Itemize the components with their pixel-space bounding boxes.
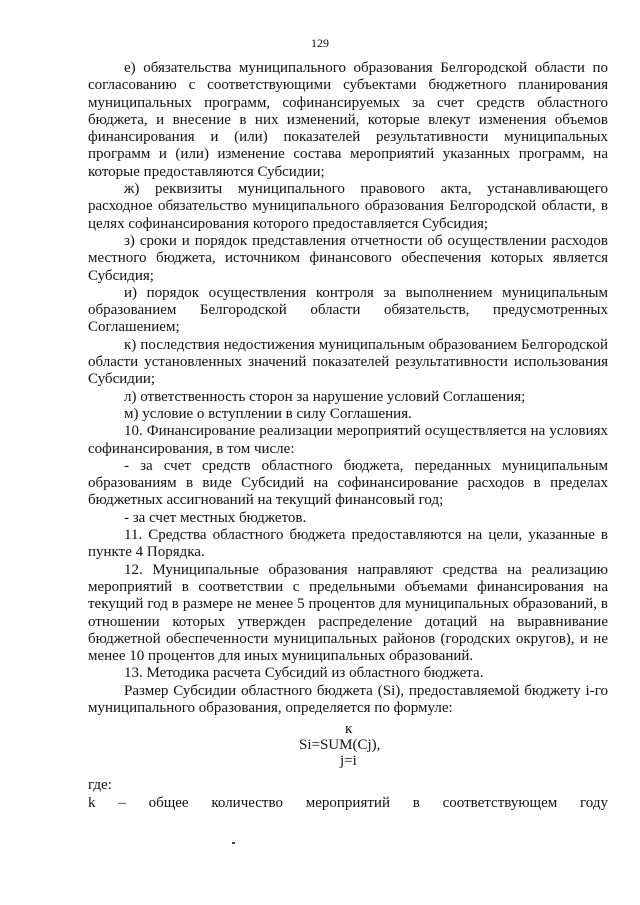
paragraph-10: 10. Финансирование реализации мероприятий осуществляется на условиях софинансирования, в том числе:: [88, 423, 608, 457]
formula-expression: Si=SUM(Cj),: [299, 737, 381, 754]
formula-upper-limit: к: [345, 721, 353, 738]
paragraph-l: л) ответственность сторон за нарушение условий Соглашения;: [124, 388, 526, 405]
paragraph-formula-intro: Размер Субсидии областного бюджета (Si), предоставляемой бюджету i-го муниципального образования, определяется по формуле:: [88, 682, 608, 716]
scan-speck: [232, 842, 235, 844]
where-label: где:: [88, 777, 112, 794]
page-number: 129: [311, 36, 329, 50]
paragraph-12: 12. Муниципальные образования направляют средства на реализацию мероприятий в соответствии с предельными объемами финансирования на текущий год в размере не менее 5 процентов для муниципальных образований, в отношении которых утвержден распределение дотаций на выравнивание бюджетной обеспеченности муниципальных районов (городских округов), и не менее 10 процентов для иных муниципальных образований.: [88, 561, 608, 665]
paragraph-11: 11. Средства областного бюджета предоставляются на цели, указанные в пункте 4 Порядка.: [88, 527, 608, 561]
paragraph-m: м) условие о вступлении в силу Соглашения.: [124, 405, 412, 422]
formula: [88, 717, 608, 773]
formula-lower-limit: j=i: [340, 753, 357, 770]
paragraph-10-item-1: - за счет средств областного бюджета, переданных муниципальным образованиям в виде Субсидий на софинансирование расходов в пределах бюджетных ассигнований на текущий финансовый год;: [88, 457, 608, 509]
definition-k: k – общее количество мероприятий в соответствующем году: [88, 794, 608, 811]
document-body: [88, 60, 608, 812]
paragraph-zh: ж) реквизиты муниципального правового акта, устанавливающего расходное обязательство муниципального образования Белгородской области, в целях софинансирования которого предоставляется Субсидия;: [88, 181, 608, 232]
paragraph-z: з) сроки и порядок представления отчетности об осуществлении расходов местного бюджета, источником финансового обеспечения которых является Субсидия;: [88, 232, 608, 284]
paragraph-k: к) последствия недостижения муниципальным образованием Белгородской области установленных значений показателей результативности использования Субсидии;: [88, 336, 608, 388]
paragraph-e: е) обязательства муниципального образования Белгородской области по согласованию с соответствующими субъектами бюджетного планирования муниципальных программ, софинансируемых за счет средств областного бюджета, и внесение в них изменений, которые влекут изменения объемов финансирования и (или) показателей результативности муниципальных программ и (или) изменение состава мероприятий указанных программ, на которые предоставляются Субсидии;: [88, 60, 608, 180]
paragraph-10-item-2: - за счет местных бюджетов.: [124, 509, 307, 526]
paragraph-13: 13. Методика расчета Субсидий из областного бюджета.: [124, 665, 484, 682]
paragraph-i: и) порядок осуществления контроля за выполнением муниципальным образованием Белгородской области обязательств, предусмотренных Соглашением;: [88, 284, 608, 336]
